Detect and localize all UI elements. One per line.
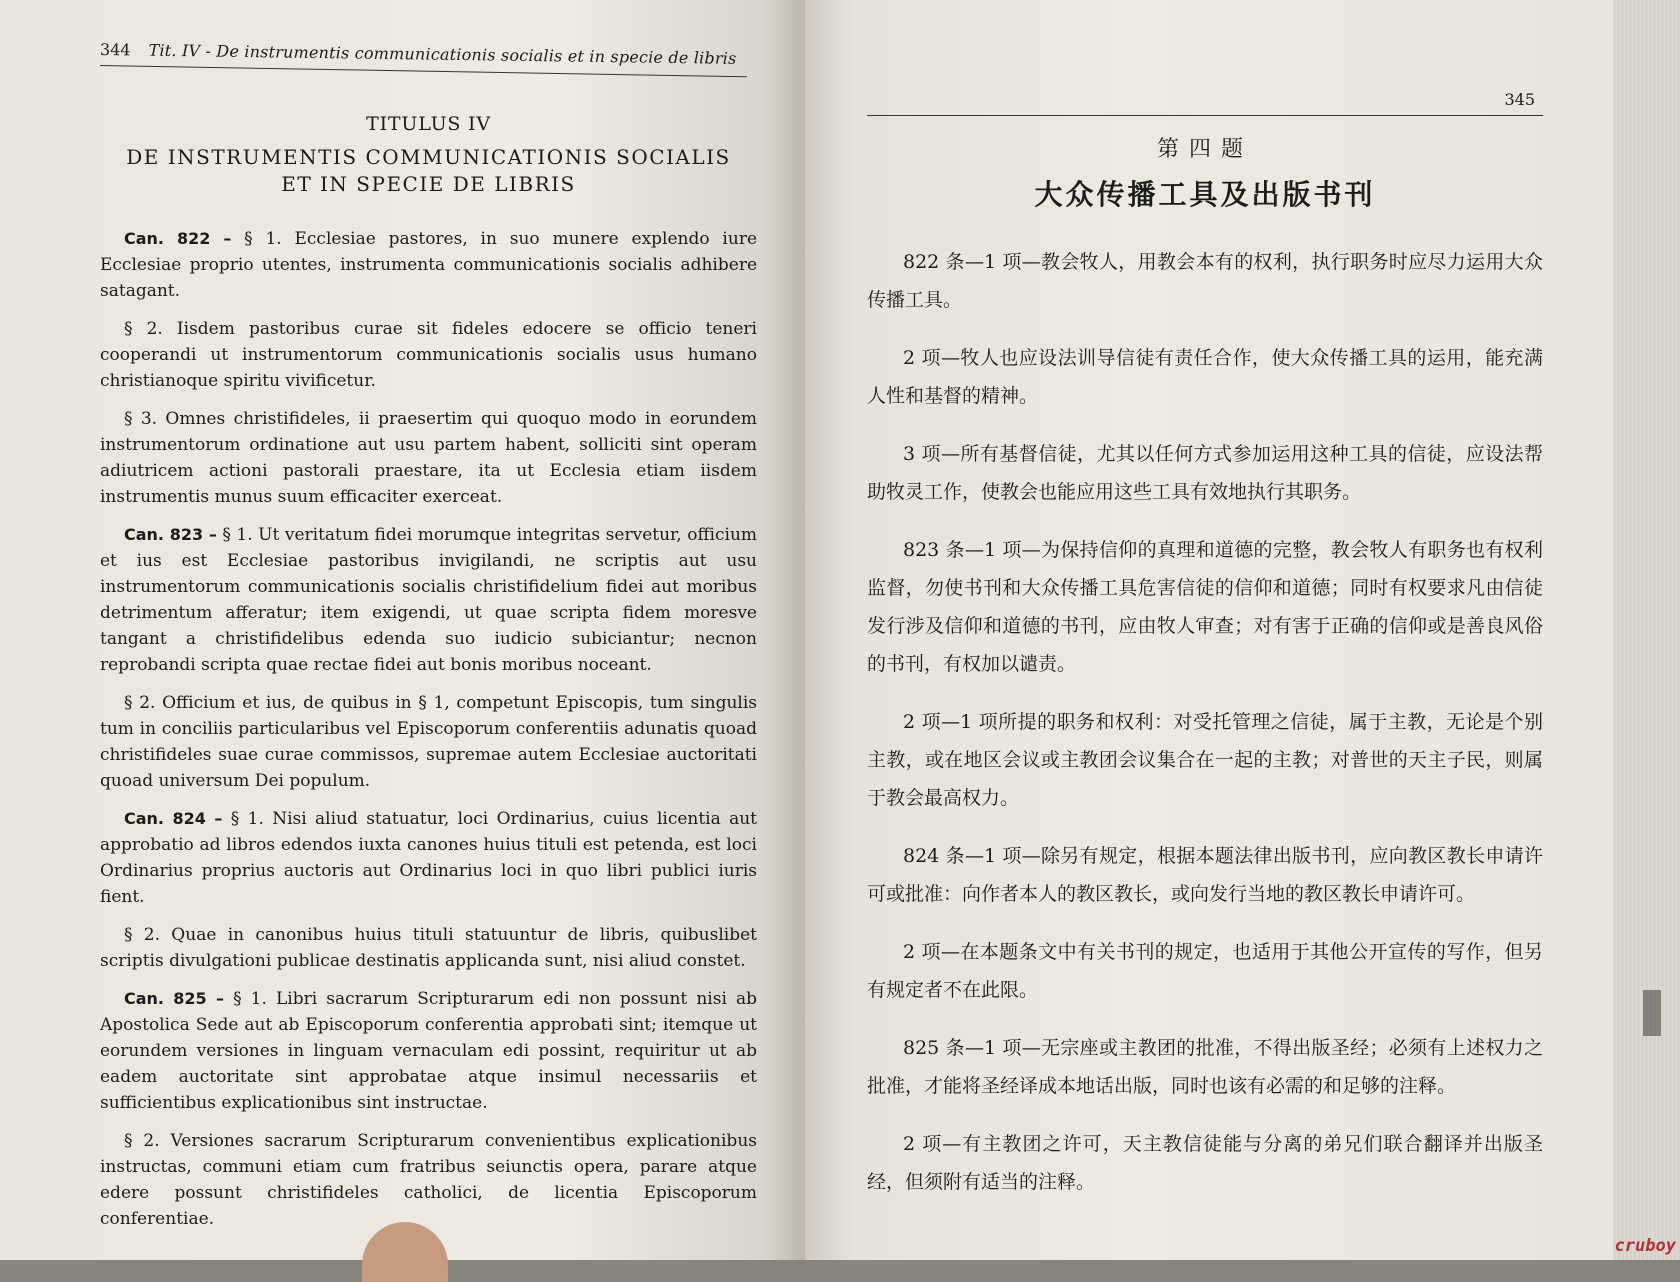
paragraph: 824 条—1 项—除另有规定，根据本题法律出版书刊，应向教区教长申请许可或批准：向作者本人的教区教长，或向发行当地的教区教长申请许可。 bbox=[867, 845, 1543, 905]
paragraph: Can. 823 – § 1. Ut veritatum fidei morumque integritas servetur, officium et ius est Ecclesiae pastoribus invigilandi, ne scriptis aut usu instrumentorum communicationis socialis christifidelium fidei aut moribus detrimentum afferatur; item exigendi, ut quae scripta fidem moresve tangant a christifidelibus edenda suo iudicio subiciantur; necnon reprobandi scripta quae rectae fidei aut bonis moribus noceant. bbox=[100, 524, 758, 675]
paragraph: 2 项—有主教团之许可，天主教信徒能与分离的弟兄们联合翻译并出版圣经，但须附有适当的注释。 bbox=[867, 1133, 1543, 1193]
right-page bbox=[805, 0, 1613, 1260]
header-rule bbox=[100, 65, 747, 77]
page-edges bbox=[1613, 0, 1680, 1260]
header-rule bbox=[867, 115, 1543, 116]
page-number: 345 bbox=[1504, 90, 1535, 109]
page-subtitle-line-1: DE INSTRUMENTIS COMMUNICATIONIS SOCIALIS bbox=[126, 144, 731, 169]
paragraph: Can. 824 – § 1. Nisi aliud statuatur, loci Ordinarius, cuius licentia aut approbatio ad libros edendos iuxta canones huius tituli est petenda, est loci Ordinarius proprius auctoris aut Ordinarius loci in quo libri publici iuris fient. bbox=[100, 808, 758, 907]
latin-text bbox=[100, 226, 757, 1232]
paragraph: 2 项—1 项所提的职务和权利：对受托管理之信徒，属于主教，无论是个别主教，或在地区会议或主教团会议集合在一起的主教；对普世的天主子民，则属于教会最高权力。 bbox=[867, 711, 1543, 809]
page-title: TITULUS IV bbox=[366, 113, 491, 135]
paragraph: § 3. Omnes christifideles, ii praesertim qui quoquo modo in eorundem instrumentorum ordinatione aut usu partem habent, solliciti sint operam adiutricem actioni pastorali praestare, ita ut Ecclesia etiam iisdem instrumentis munus suum efficaciter exerceat. bbox=[100, 408, 757, 507]
running-head-title: Tit. IV - De instrumentis communicationis socialis et in specie de libris bbox=[148, 40, 737, 68]
paragraph: Can. 822 – § 1. Ecclesiae pastores, in suo munere explendo iure Ecclesiae proprio utentes, instrumenta communicationis socialis adhibere satagant. bbox=[100, 228, 758, 301]
left-page bbox=[0, 0, 805, 1260]
page-number: 344 bbox=[99, 40, 131, 60]
paragraph: 2 项—在本题条文中有关书刊的规定，也适用于其他公开宣传的写作，但另有规定者不在此限。 bbox=[867, 941, 1543, 1001]
running-head bbox=[100, 40, 757, 68]
paragraph: 823 条—1 项—为保持信仰的真理和道德的完整，教会牧人有职务也有权利监督，勿使书刊和大众传播工具危害信徒的信仰和道德；同时有权要求凡由信徒发行涉及信仰和道德的书刊，应由牧人审查；对有害于正确的信仰或是善良风俗的书刊，有权加以谴责。 bbox=[867, 539, 1543, 675]
paragraph: 822 条—1 项—教会牧人，用教会本有的权利，执行职务时应尽力运用大众传播工具。 bbox=[867, 251, 1543, 311]
paragraph: 2 项—牧人也应设法训导信徒有责任合作，使大众传播工具的运用，能充满人性和基督的精神。 bbox=[867, 347, 1543, 407]
page-subtitle: 大众传播工具及出版书刊 bbox=[1034, 178, 1376, 211]
paragraph: § 2. Quae in canonibus huius tituli statuuntur de libris, quibuslibet scriptis divulgationi publicae destinatis applicanda sunt, nisi aliud constet. bbox=[100, 924, 757, 971]
bookmark-tab bbox=[1643, 990, 1661, 1036]
title-block bbox=[867, 132, 1543, 213]
title-block bbox=[100, 112, 757, 198]
running-head bbox=[867, 90, 1543, 109]
paragraph: Can. 825 – § 1. Libri sacrarum Scripturarum edi non possunt nisi ab Apostolica Sede aut ab Episcoporum conferentia approbati sint; itemque ut eorundem versiones in linguam vernaculam edi possint, requiritur ut ab eadem auctoritate sint approbatae atque insimul necessariis et sufficientibus explicationibus sint instructae. bbox=[100, 988, 758, 1113]
chinese-text bbox=[867, 243, 1543, 1201]
watermark: cruboy bbox=[1614, 1236, 1676, 1256]
paragraph: 3 项—所有基督信徒，尤其以任何方式参加运用这种工具的信徒，应设法帮助牧灵工作，使教会也能应用这些工具有效地执行其职务。 bbox=[867, 443, 1543, 503]
page-subtitle-line-2: ET IN SPECIE DE LIBRIS bbox=[281, 171, 576, 196]
paragraph: § 2. Officium et ius, de quibus in § 1, competunt Episcopis, tum singulis tum in conciliis particularibus vel Episcoporum conferentiis adunatis quoad christifideles suae curae commissos, supremae autem Ecclesiae auctoritati quoad universum Dei populum. bbox=[100, 692, 757, 791]
paragraph: § 2. Iisdem pastoribus curae sit fideles edocere se officio teneri cooperandi ut instrumentorum communicationis socialis usus humano christianoque spiritu vivificetur. bbox=[100, 318, 757, 391]
page-title: 第四题 bbox=[1156, 137, 1253, 162]
paragraph: § 2. Versiones sacrarum Scripturarum convenientibus explicationibus instructas, communi etiam cum fratribus seiunctis opera, parare atque edere possunt christifideles catholici, de licentia Episcoporum conferentiae. bbox=[100, 1130, 757, 1229]
paragraph: 825 条—1 项—无宗座或主教团的批准，不得出版圣经；必须有上述权力之批准，才能将圣经译成本地话出版，同时也该有必需的和足够的注释。 bbox=[867, 1037, 1543, 1097]
